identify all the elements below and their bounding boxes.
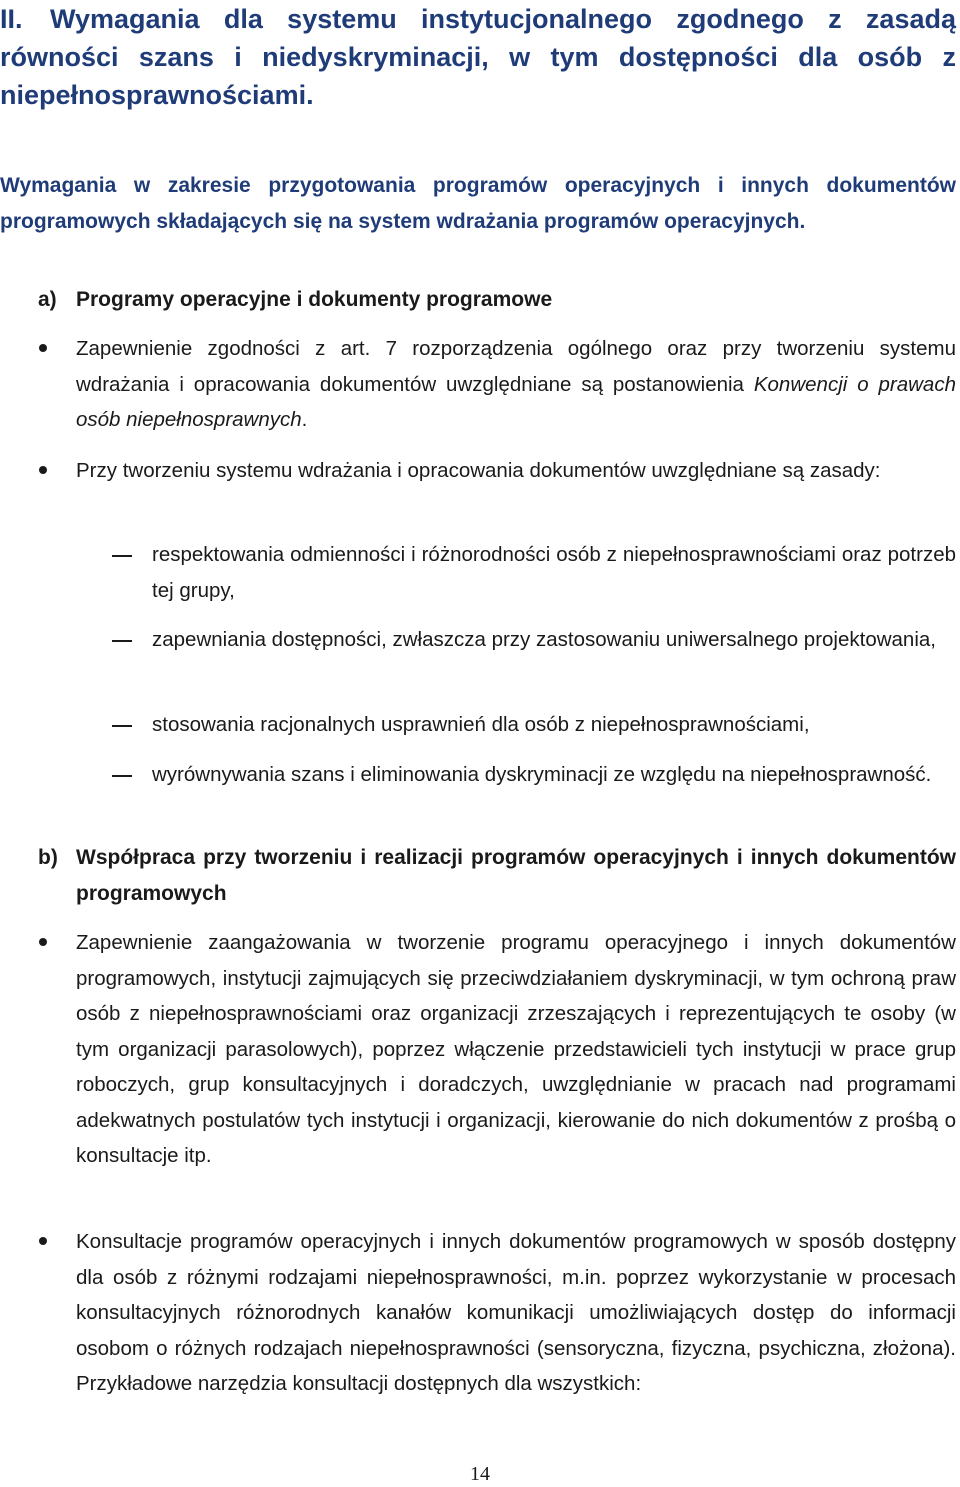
bullet-dot-icon <box>39 1237 47 1245</box>
subsection-a-bullet-1 <box>76 331 956 438</box>
intro-heading: Wymagania w zakresie przygotowania programów operacyjnych i innych dokumentów programowych składających się na system wdrażania programów operacyjnych. <box>0 174 956 233</box>
dash-icon <box>112 640 132 642</box>
section-title: Wymagania dla systemu instytucjonalnego zgodnego z zasadą równości szans i niedyskryminacji, w tym dostępności dla osób z niepełnosprawnościami. <box>0 4 956 110</box>
page-number: 14 <box>470 1463 490 1485</box>
principle-text: stosowania racjonalnych usprawnień dla osób z niepełnosprawnościami, <box>152 713 810 736</box>
subsection-a-label: a) <box>38 288 57 311</box>
dash-icon <box>112 725 132 727</box>
principle-item-3 <box>152 707 956 743</box>
bullet-text: Przy tworzeniu systemu wdrażania i opracowania dokumentów uwzględniane są zasady: <box>76 459 881 482</box>
dash-icon <box>112 775 132 777</box>
bullet-text: Zapewnienie zgodności z art. 7 rozporządzenia ogólnego oraz przy tworzeniu systemu wdrażania i opracowania dokumentów uwzględniane są postanowienia <box>76 337 956 396</box>
section-number: II. <box>0 4 23 34</box>
principle-text: wyrównywania szans i eliminowania dyskryminacji ze względu na niepełnosprawność. <box>152 763 932 786</box>
bullet-text-end: . <box>301 408 308 431</box>
principle-item-2 <box>152 622 956 658</box>
bullet-text: Zapewnienie zaangażowania w tworzenie programu operacyjnego i innych dokumentów programowych, instytucji zajmujących się przeciwdziałaniem dyskryminacji, w tym ochroną praw osób z niepełnosprawnościami oraz organizacji zrzeszających i reprezentujących te osoby (w tym organizacji parasolowych), poprzez włączenie przedstawicieli tych instytucji w prace grup roboczych, grup konsultacyjnych i doradczych, uwzględnianie w pracach nad programami adekwatnych postulatów tych instytucji i organizacji, kierowanie do nich dokumentów z prośbą o konsultacje itp. <box>76 931 956 1167</box>
subsection-b-bullet-1 <box>76 925 956 1174</box>
bullet-dot-icon <box>39 344 47 352</box>
subsection-a-bullet-2 <box>76 453 956 489</box>
convention-title: Konwencji o prawach osób niepełnosprawnych <box>76 372 956 431</box>
subsection-b-heading <box>38 840 956 912</box>
section-heading <box>0 0 956 114</box>
principle-text: respektowania odmienności i różnorodności osób z niepełnosprawnościami oraz potrzeb tej grupy, <box>152 543 956 602</box>
subsection-a-title: Programy operacyjne i dokumenty programowe <box>76 288 553 311</box>
principle-item-1 <box>152 537 956 609</box>
subsection-b-label: b) <box>38 846 58 869</box>
subsection-a-heading <box>38 282 956 318</box>
bullet-text: Konsultacje programów operacyjnych i innych dokumentów programowych w sposób dostępny dla osób z różnymi rodzajami niepełnosprawności, m.in. poprzez wykorzystanie w procesach konsultacyjnych różnorodnych kanałów komunikacji umożliwiających dostęp do informacji osobom o różnych rodzajach niepełnosprawności (sensoryczna, fizyczna, psychiczna, złożona). Przykładowe narzędzia konsultacji dostępnych dla wszystkich: <box>76 1230 956 1395</box>
bullet-dot-icon <box>39 466 47 474</box>
subsection-b-title: Współpraca przy tworzeniu i realizacji programów operacyjnych i innych dokumentów programowych <box>76 846 956 905</box>
principle-text: zapewniania dostępności, zwłaszcza przy zastosowaniu uniwersalnego projektowania, <box>152 628 936 651</box>
bullet-dot-icon <box>39 938 47 946</box>
principle-item-4 <box>152 757 956 793</box>
dash-icon <box>112 555 132 557</box>
subsection-b-bullet-2 <box>76 1224 956 1402</box>
